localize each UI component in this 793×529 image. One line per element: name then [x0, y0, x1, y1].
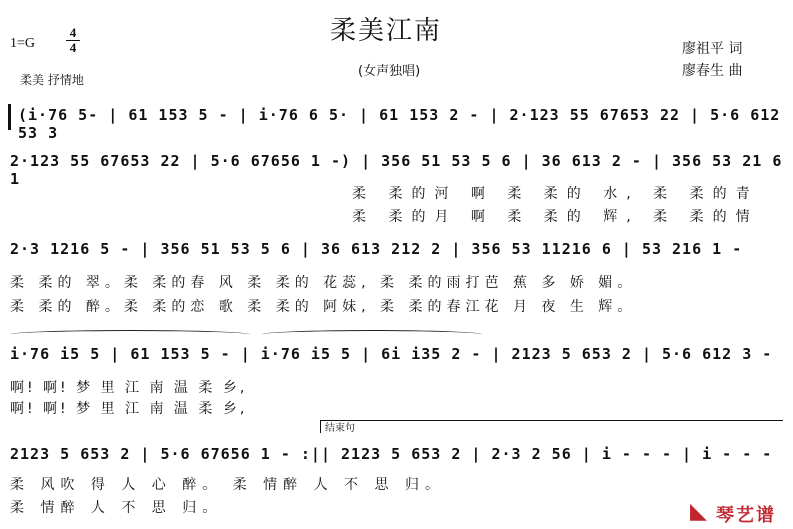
ending-bracket	[320, 420, 783, 433]
notes-row-4	[0, 345, 793, 369]
notes-row-3	[0, 240, 793, 264]
notes-row-1	[0, 106, 793, 142]
notation-text: 2·3 1216 5 - | 356 51 53 5 6 | 36 613 212 2 | 356 53 11216 6 | 53 216 1 -	[10, 240, 743, 258]
composer: 廖春生 曲	[682, 63, 743, 79]
lyrics-row-3-verse-1: 柔 柔的 翠。柔 柔的春 风 柔 柔的 花蕊, 柔 柔的雨打芭 蕉 多 娇 媚。	[10, 275, 637, 291]
subtitle: (女声独唱)	[358, 64, 421, 79]
phrase-slur	[262, 330, 482, 339]
score-row-1	[0, 104, 793, 142]
notation-text: 2·123 55 67653 22 | 5·6 67656 1 -) | 356 51 53 5 6 | 36 613 2 - | 356 53 21 6 1	[10, 152, 783, 188]
score-row-2	[0, 150, 793, 188]
lyricist: 廖祖平 词	[682, 41, 743, 57]
notation-text: i·76 i5 5 | 61 153 5 - | i·76 i5 5 | 6i i35 2 - | 2123 5 653 2 | 5·6 612 3 -	[10, 345, 773, 363]
time-sig-bottom: 4	[66, 40, 80, 55]
notation-text: (i·76 5- | 61 153 5 - | i·76 6 5· | 61 153 2 - | 2·123 55 67653 22 | 5·6 612 53 3	[18, 106, 781, 142]
lyrics-row-3-verse-2: 柔 柔的 醉。柔 柔的恋 歌 柔 柔的 阿妹, 柔 柔的春江花 月 夜 生 辉。	[10, 299, 637, 315]
time-sig-top: 4	[69, 25, 77, 40]
notation-text: 2123 5 653 2 | 5·6 67656 1 - :|| 2123 5 653 2 | 2·3 2 56 | i - - - | i - - -	[10, 445, 773, 463]
notes-row-2	[0, 152, 793, 188]
logo-mark-icon: ◣	[690, 499, 707, 524]
time-signature	[66, 26, 80, 55]
key-signature: 1=G	[10, 36, 36, 51]
lyrics-row-5-verse-1: 柔 风吹 得 人 心 醉。 柔 情醉 人 不 思 归。	[10, 477, 445, 493]
lyrics-row-4-verse-2: 啊! 啊! 梦 里 江 南 温 柔 乡,	[10, 401, 248, 417]
site-logo	[690, 500, 792, 526]
expression-mark: 柔美 抒情地	[20, 73, 84, 87]
lyrics-row-2-verse-1: 柔 柔的河 啊 柔 柔的 水, 柔 柔的青	[352, 186, 759, 202]
notes-row-5	[0, 445, 793, 469]
logo-text: 琴艺谱	[716, 505, 776, 526]
ending-label: 结束句	[325, 423, 355, 434]
lyrics-row-4-verse-1: 啊! 啊! 梦 里 江 南 温 柔 乡,	[10, 380, 248, 396]
song-title: 柔美江南	[330, 16, 443, 46]
phrase-slur	[10, 330, 250, 339]
score-row-3	[0, 238, 793, 268]
lyrics-row-5-verse-2: 柔 情醉 人 不 思 归。	[10, 500, 223, 516]
score-row-5	[0, 443, 793, 473]
lyrics-row-2-verse-2: 柔 柔的月 啊 柔 柔的 辉, 柔 柔的情	[352, 209, 759, 225]
score-row-4	[0, 343, 793, 373]
